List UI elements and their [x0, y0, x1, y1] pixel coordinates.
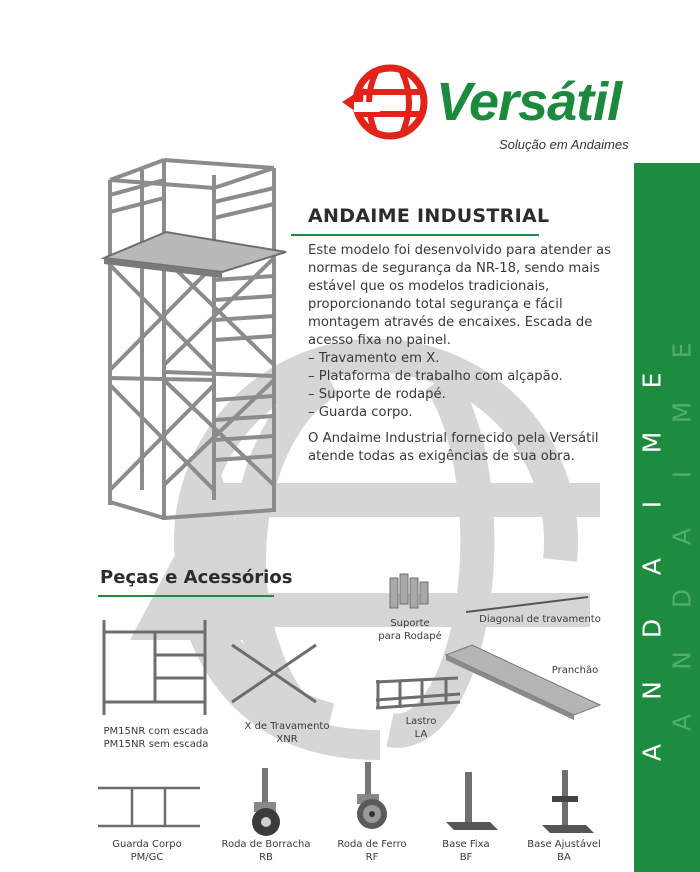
diagonal-drawing [466, 597, 588, 612]
sidebar-letter: A [637, 557, 667, 576]
caption-roda-borracha: Roda de Borracha RB [221, 839, 311, 863]
caption-pm15nr: PM15NR com escada PM15NR sem escada [103, 726, 209, 750]
accessories-title: Peças e Acessórios [100, 567, 293, 588]
product-title: ANDAIME INDUSTRIAL [308, 205, 550, 227]
pranchao-drawing [446, 645, 600, 715]
guarda-corpo-drawing [98, 788, 200, 826]
roda-ferro-drawing [357, 762, 387, 829]
sidebar-ghost-letter: M [667, 401, 697, 424]
sidebar-ghost-letter: A [667, 713, 697, 732]
sidebar-letter: M [637, 431, 667, 454]
roda-borracha-drawing [252, 768, 280, 836]
sidebar-ghost-letter: A [667, 527, 697, 546]
product-intro: Este modelo foi desenvolvido para atender as normas de segurança da NR-18, sendo mais estável que os modelos tradicionais, proporcionando total segurança e fácil montagem através de encaixes. Escada de acesso fixa no painel. [308, 243, 611, 348]
lastro-drawing [376, 678, 460, 708]
caption-guarda-corpo: Guarda Corpo PM/GC [112, 839, 182, 863]
brand-logo-text: Versátil [436, 72, 622, 132]
sidebar-ghost-letter: D [667, 588, 697, 609]
list-item: – Plataforma de trabalho com alçapão. [308, 369, 563, 384]
product-closing: O Andaime Industrial fornecido pela Versátil atende todas as exigências de sua obra. [308, 431, 599, 464]
base-fixa-drawing [446, 772, 498, 830]
caption-x-travamento: X de Travamento XNR [244, 721, 330, 745]
sidebar-letter: E [637, 372, 667, 389]
caption-suporte-rodape: Suporte para Rodapé [378, 618, 442, 642]
pm15nr-drawing [104, 620, 205, 715]
sidebar-letter: A [637, 743, 667, 762]
caption-base-ajustavel: Base Ajustável BA [527, 839, 601, 863]
suporte-rodape-drawing [390, 574, 428, 608]
caption-base-fixa: Base Fixa BF [442, 839, 490, 863]
caption-roda-ferro: Roda de Ferro RF [337, 839, 407, 863]
sidebar-ghost-letter: N [667, 651, 697, 670]
sidebar-letter: I [637, 500, 667, 509]
list-item: – Guarda corpo. [308, 405, 413, 420]
x-travamento-drawing [232, 645, 316, 702]
caption-diagonal: Diagonal de travamento [479, 614, 601, 625]
sidebar-letter: D [637, 618, 667, 639]
sidebar-ghost-letter: I [667, 470, 697, 479]
sidebar-ghost-letter: E [667, 342, 697, 359]
caption-lastro: Lastro LA [405, 716, 437, 740]
list-item: – Suporte de rodapé. [308, 387, 446, 402]
list-item: – Travamento em X. [308, 351, 440, 366]
base-ajustavel-drawing [542, 770, 594, 833]
caption-pranchao: Pranchão [551, 665, 599, 676]
brand-tagline: Solução em Andaimes [499, 137, 629, 152]
sidebar-letter: N [637, 681, 667, 700]
